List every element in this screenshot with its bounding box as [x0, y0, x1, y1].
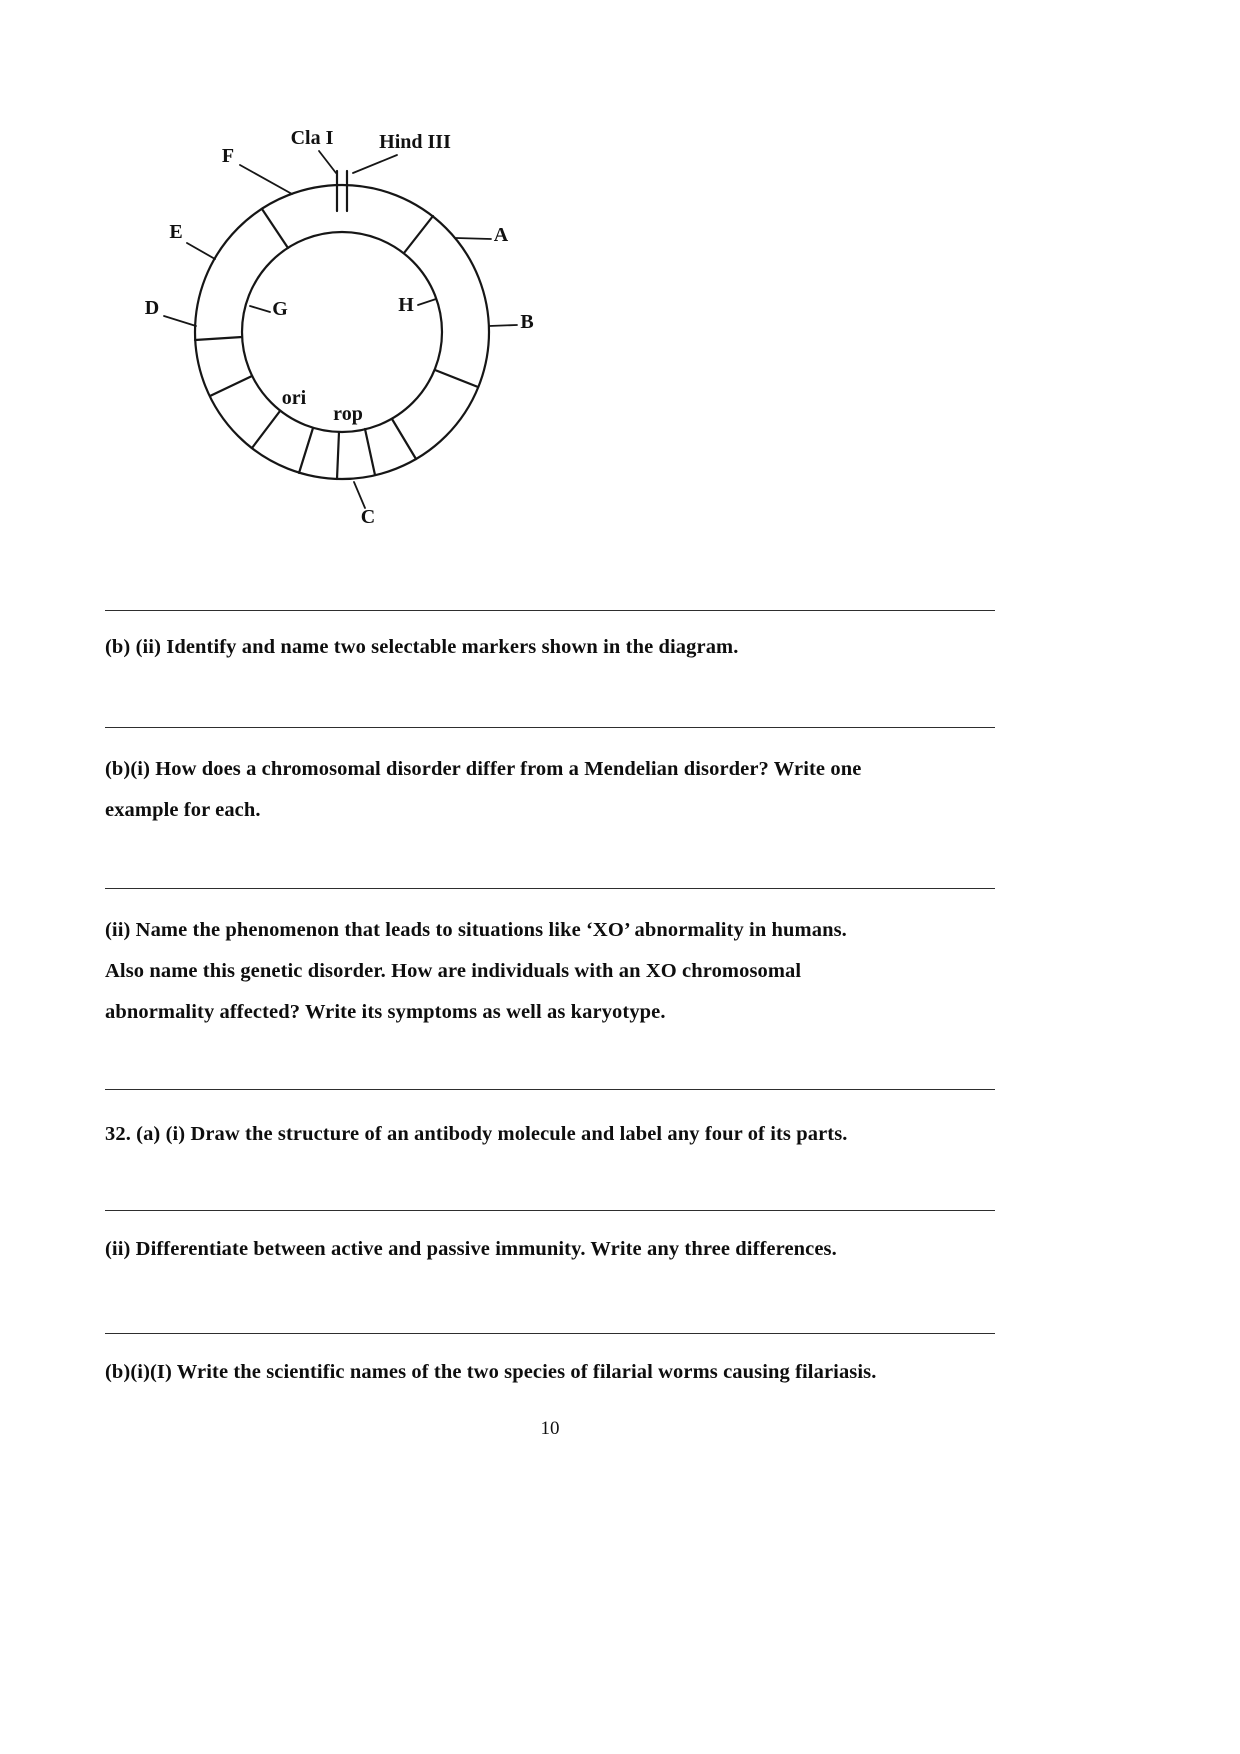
leader-A: [456, 238, 491, 239]
divider: [105, 1333, 995, 1334]
question-32-a-i-antibody-structure: [105, 1114, 1005, 1155]
question-line: (b) (ii) Identify and name two selectable markers shown in the diagram.: [105, 636, 739, 658]
question-line: Also name this genetic disorder. How are individuals with an XO chromosomal: [105, 960, 802, 982]
leader-B: [489, 325, 517, 326]
leader-C: [354, 482, 365, 508]
leader-claI: [319, 151, 336, 173]
divider: [105, 727, 995, 728]
leader-E: [187, 243, 215, 259]
label-C: C: [360, 506, 376, 528]
label-E: E: [169, 221, 183, 243]
page-number: 10: [540, 1418, 560, 1439]
divider: [105, 610, 995, 611]
divider: [105, 1089, 995, 1090]
leader-hindIII: [353, 155, 397, 173]
leader-G: [250, 306, 270, 312]
question-line: (b)(i) How does a chromosomal disorder differ from a Mendelian disorder? Write one: [105, 758, 862, 780]
leader-lines: [164, 151, 517, 508]
leader-D: [164, 316, 196, 326]
label-claI: Cla I: [290, 127, 334, 149]
question-b-ii-selectable-markers: [105, 627, 1005, 668]
divider: [105, 888, 995, 889]
label-G: G: [272, 298, 288, 320]
question-b-i-I-filarial-worms: [105, 1352, 1005, 1393]
label-A: A: [493, 224, 509, 246]
plasmid-ring: [195, 171, 489, 479]
question-b-i-chromosomal-vs-mendelian: [105, 749, 1005, 831]
label-B: B: [520, 311, 534, 333]
question-line: example for each.: [105, 799, 261, 821]
leader-H: [418, 299, 436, 305]
question-ii-active-passive-immunity: [105, 1229, 1005, 1270]
question-line: (b)(i)(I) Write the scientific names of the two species of filarial worms causing filariasis.: [105, 1361, 877, 1383]
plasmid-diagram: [100, 110, 580, 550]
question-line: (ii) Name the phenomenon that leads to situations like ‘XO’ abnormality in humans.: [105, 919, 847, 941]
question-line: (ii) Differentiate between active and passive immunity. Write any three differences.: [105, 1238, 837, 1260]
label-D: D: [144, 297, 160, 319]
leader-F: [240, 165, 292, 194]
label-H: H: [398, 294, 414, 316]
question-line: abnormality affected? Write its symptoms as well as karyotype.: [105, 1001, 666, 1023]
label-rop: rop: [333, 403, 363, 425]
label-F: F: [221, 145, 235, 167]
question-ii-xo-abnormality: [105, 910, 1005, 1033]
divider: [105, 1210, 995, 1211]
label-ori: ori: [281, 387, 307, 409]
question-line: 32. (a) (i) Draw the structure of an antibody molecule and label any four of its parts.: [105, 1123, 848, 1145]
label-hindIII: Hind III: [379, 131, 451, 153]
